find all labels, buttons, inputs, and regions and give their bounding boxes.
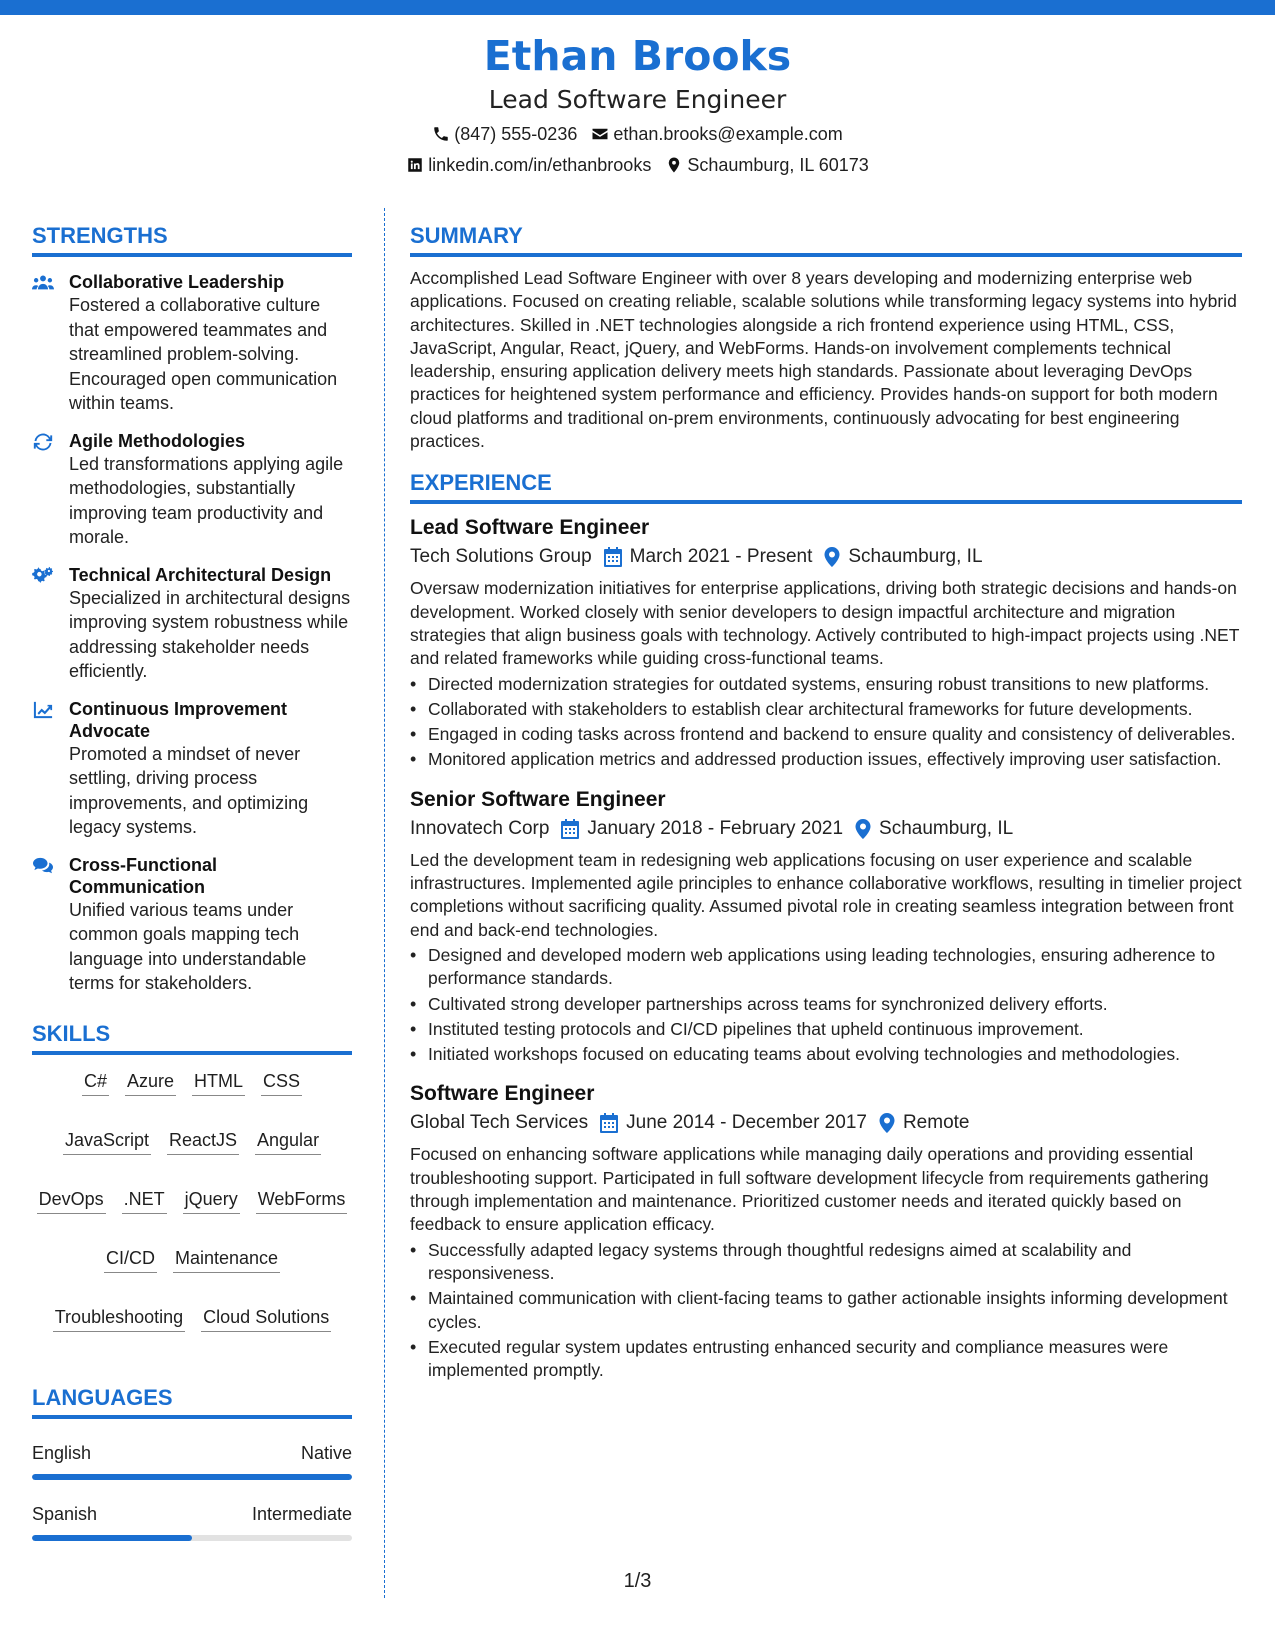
column-divider [384, 208, 385, 1598]
map-pin-icon [855, 819, 871, 839]
job-list [410, 514, 1242, 1382]
job-title: Senior Software Engineer [410, 787, 666, 811]
top-accent-bar [0, 0, 1275, 15]
skill-tag: Maintenance [173, 1246, 280, 1273]
phone-contact [432, 120, 577, 148]
job-title: Software Engineer [410, 1082, 595, 1106]
map-pin-icon [665, 156, 683, 174]
job-description: Led the development team in redesigning web applications focusing on user experience and scalable infrastructures. Implemented agile principles to enhance collaborative workflows, resulting in timelier project completions without sacrificing quality. Assumed pivotal role in creating seamless integration between front end and back-end technologies. [410, 849, 1242, 940]
job-entry [410, 514, 1242, 771]
skills-list [32, 1069, 352, 1332]
skill-tag: CI/CD [104, 1246, 157, 1273]
job-meta [410, 1109, 1242, 1137]
job-bullet: • Initiated workshops focused on educating teams about evolving technologies and methodologies. [410, 1043, 1242, 1066]
left-column [32, 222, 352, 1541]
company-name: Innovatech Corp [410, 817, 550, 839]
experience-section [410, 469, 1242, 1382]
languages-section [32, 1384, 352, 1541]
strength-description: Fostered a collaborative culture that empowered teammates and streamlined problem-solving. Encouraged open communication within teams. [69, 295, 338, 413]
summary-heading: SUMMARY [410, 222, 1242, 257]
skill-tag: C# [82, 1069, 109, 1096]
job-bullet: • Cultivated strong developer partnerships across teams for synchronized delivery efforts. [410, 993, 1242, 1016]
strength-description: Unified various teams under common goals mapping tech language into understandable terms for stakeholders. [69, 899, 307, 993]
candidate-title: Lead Software Engineer [488, 85, 787, 114]
skill-tag: WebForms [256, 1187, 348, 1214]
envelope-icon [591, 125, 609, 143]
location-text: Schaumburg, IL 60173 [687, 155, 869, 175]
resume-header [0, 30, 1275, 179]
job-entry [410, 1080, 1242, 1382]
strength-item [32, 698, 352, 840]
linkedin-text[interactable]: linkedin.com/in/ethanbrooks [428, 155, 652, 175]
language-proficiency-bar [32, 1535, 352, 1541]
skill-tag: HTML [192, 1069, 245, 1096]
job-bullet: • Designed and developed modern web applications using leading technologies, ensuring adherence to performance standards. [410, 944, 1242, 991]
job-title: Lead Software Engineer [410, 516, 650, 540]
location-contact [665, 151, 868, 179]
page-number: 1/3 [623, 1570, 652, 1592]
language-item [32, 1502, 352, 1541]
strength-name: Cross-Functional Communication [69, 854, 218, 897]
job-location: Schaumburg, IL [848, 546, 983, 568]
strength-item [32, 854, 352, 996]
language-level: Native [300, 1442, 352, 1463]
strength-item [32, 271, 352, 416]
summary-text: Accomplished Lead Software Engineer with over 8 years developing and modernizing enterprise web applications. Focused on creating reliable, scalable solutions while transforming legacy systems into hybrid architectures. Skilled in .NET technologies alongside a rich frontend experience using HTML, CSS, JavaScript, Angular, React, jQuery, and WebForms. Hands-on involvement complements technical leadership, ensuring application delivery meets high standards. Passionate about leveraging DevOps practices for heightened system performance and efficiency. Provides hands-on support for both modern cloud platforms and traditional on-prem environments, continuously advocating for best engineering practices. [410, 268, 1237, 452]
strength-name: Technical Architectural Design [69, 564, 332, 585]
strength-item [32, 564, 352, 684]
skill-tag: Azure [125, 1069, 176, 1096]
skill-tag: Cloud Solutions [201, 1305, 331, 1332]
skill-tag: jQuery [183, 1187, 240, 1214]
job-meta [410, 543, 1242, 571]
job-bullet: • Successfully adapted legacy systems through thoughtful redesigns aimed at scalability and responsiveness. [410, 1239, 1242, 1286]
job-bullets [410, 944, 1242, 1066]
skill-tag: CSS [261, 1069, 302, 1096]
job-bullet: • Instituted testing protocols and CI/CD pipelines that upheld continuous improvement. [410, 1018, 1242, 1041]
skill-tag: Troubleshooting [53, 1305, 185, 1332]
job-bullet: • Collaborated with stakeholders to establish clear architectural frameworks for future developments. [410, 698, 1242, 721]
contact-row-1 [0, 120, 1275, 148]
linkedin-contact[interactable] [406, 151, 651, 179]
candidate-name: Ethan Brooks [483, 32, 792, 80]
job-bullets [410, 1239, 1242, 1383]
skill-tag: DevOps [37, 1187, 106, 1214]
job-dates: June 2014 - December 2017 [626, 1112, 867, 1134]
contact-row-2 [0, 151, 1275, 179]
email-text[interactable]: ethan.brooks@example.com [613, 124, 843, 144]
map-pin-icon [824, 547, 840, 567]
language-proficiency-fill [32, 1474, 352, 1480]
language-proficiency-fill [32, 1535, 192, 1541]
job-location: Schaumburg, IL [879, 817, 1014, 839]
sync-icon [32, 432, 54, 452]
job-bullets [410, 673, 1242, 772]
job-bullet: • Engaged in coding tasks across frontend and backend to ensure quality and consistency of deliverables. [410, 723, 1242, 746]
gears-icon [32, 566, 54, 586]
job-dates: January 2018 - February 2021 [587, 817, 844, 839]
strength-name: Continuous Improvement Advocate [69, 698, 288, 741]
strength-description: Specialized in architectural designs improving system robustness while addressing stakeholder needs efficiently. [69, 587, 351, 681]
strengths-section [32, 222, 352, 996]
skill-tag: JavaScript [63, 1128, 151, 1155]
calendar-icon [561, 819, 579, 839]
job-bullet: • Monitored application metrics and addressed production issues, effectively improving user satisfaction. [410, 748, 1242, 771]
job-meta [410, 815, 1242, 843]
strengths-heading: STRENGTHS [32, 222, 352, 257]
right-column [410, 222, 1242, 1382]
language-level: Intermediate [251, 1503, 352, 1524]
language-item [32, 1441, 352, 1480]
strength-description: Promoted a mindset of never settling, driving process improvements, and optimizing legacy systems. [69, 743, 309, 837]
calendar-icon [604, 547, 622, 567]
strength-description: Led transformations applying agile methodologies, substantially improving team productivity and morale. [69, 453, 344, 547]
strength-item [32, 430, 352, 550]
job-bullet: • Maintained communication with client-facing teams to gather actionable insights informing development cycles. [410, 1287, 1242, 1334]
summary-section [410, 222, 1242, 453]
job-bullet: • Executed regular system updates entrusting enhanced security and compliance measures were implemented promptly. [410, 1336, 1242, 1383]
email-contact[interactable] [591, 120, 842, 148]
language-name: Spanish [32, 1503, 98, 1524]
company-name: Global Tech Services [410, 1112, 589, 1134]
strength-name: Agile Methodologies [69, 430, 246, 451]
languages-heading: LANGUAGES [32, 1384, 352, 1419]
job-location: Remote [902, 1112, 970, 1134]
skill-tag: .NET [122, 1187, 167, 1214]
language-name: English [32, 1442, 92, 1463]
job-description: Focused on enhancing software applications while managing daily operations and providing essential troubleshooting support. Participated in full software development lifecycle from requirements gathering through implementation and maintenance. Prioritized customer needs and iterated quickly based on feedback to ensure application efficacy. [410, 1144, 1209, 1235]
language-proficiency-bar [32, 1474, 352, 1480]
users-icon [32, 273, 54, 293]
comments-icon [32, 856, 54, 876]
experience-heading: EXPERIENCE [410, 469, 1242, 504]
skill-tag: Angular [255, 1128, 321, 1155]
skills-heading: SKILLS [32, 1020, 352, 1055]
linkedin-icon [406, 156, 424, 174]
job-entry [410, 786, 1242, 1067]
job-bullet: • Directed modernization strategies for outdated systems, ensuring robust transitions to new platforms. [410, 673, 1242, 696]
company-name: Tech Solutions Group [410, 546, 592, 568]
phone-icon [432, 125, 450, 143]
map-pin-icon [879, 1113, 895, 1133]
job-dates: March 2021 - Present [629, 546, 813, 568]
calendar-icon [600, 1113, 618, 1133]
strength-name: Collaborative Leadership [69, 272, 285, 292]
chart-line-icon [32, 700, 54, 720]
skill-tag: ReactJS [167, 1128, 239, 1155]
phone-text: (847) 555-0236 [454, 124, 578, 144]
job-description: Oversaw modernization initiatives for enterprise applications, driving both strategic decisions and hands-on development. Worked closely with senior developers to design impactful architecture and migration strategies that align business goals with technology. Actively contributed to high-impact projects using .NET and related frameworks while guiding cross-functional teams. [410, 578, 1240, 669]
skills-section [32, 1020, 352, 1332]
